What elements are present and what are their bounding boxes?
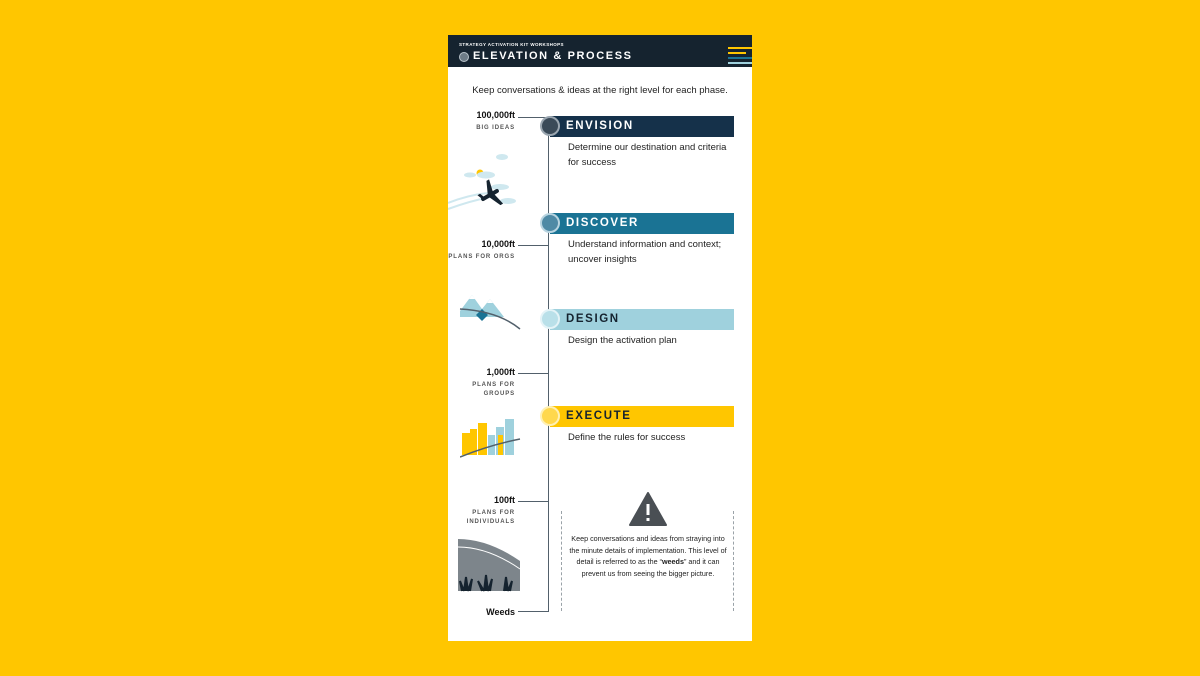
altitude-value: 100ft xyxy=(493,495,515,505)
altitude-value: Weeds xyxy=(486,607,515,617)
weeds-emphasis: weeds xyxy=(661,557,684,566)
altitude-label: BIG IDEAS xyxy=(476,125,515,131)
altitude-value: 1,000ft xyxy=(486,367,515,377)
design-compass-icon xyxy=(540,309,560,329)
phase-title: DISCOVER xyxy=(566,217,639,229)
infographic-card xyxy=(448,35,752,641)
page-title: ELEVATION & PROCESS xyxy=(473,50,633,62)
timeline-line xyxy=(548,130,549,612)
altitude-tick xyxy=(518,611,548,612)
altitude-label: PLANS FOR ORGS xyxy=(448,254,515,260)
phase-title: EXECUTE xyxy=(566,410,632,422)
altitude-tick xyxy=(518,373,548,374)
altitude-value: 100,000ft xyxy=(476,110,515,120)
envision-compass-icon xyxy=(540,116,560,136)
compass-logo-icon xyxy=(459,52,469,62)
phase-description: Design the activation plan xyxy=(568,335,677,346)
execute-compass-icon xyxy=(540,406,560,426)
airplane-clouds-illustration xyxy=(448,151,518,223)
phase-title: DESIGN xyxy=(566,313,620,325)
header-bar xyxy=(448,35,752,67)
phase-bar-envision xyxy=(550,116,734,137)
phase-description: Determine our destination and criteria for success xyxy=(568,142,727,168)
phase-bar-design xyxy=(550,309,734,330)
warning-text: Keep conversations and ideas from straying into the minute details of implementation. This level of detail is referred to as the “weeds” and it can prevent us from seeing the bigger picture. xyxy=(569,534,727,578)
discover-compass-icon xyxy=(540,213,560,233)
phase-description: Understand information and context; uncover insights xyxy=(568,239,722,265)
phase-bar-execute xyxy=(550,406,734,427)
altitude-label: PLANS FOR INDIVIDUALS xyxy=(466,510,515,525)
header-kicker: STRATEGY ACTIVATION KIT WORKSHOPS xyxy=(459,42,564,47)
phase-title: ENVISION xyxy=(566,120,634,132)
warning-triangle-icon xyxy=(628,491,668,527)
mountains-illustration xyxy=(458,289,524,331)
intro-text: Keep conversations & ideas at the right level for each phase. xyxy=(472,85,728,96)
altitude-tick xyxy=(518,501,548,502)
menu-lines-icon[interactable] xyxy=(728,47,752,65)
altitude-value: 10,000ft xyxy=(481,239,515,249)
phase-description: Define the rules for success xyxy=(568,432,686,443)
phase-bar-discover xyxy=(550,213,734,234)
altitude-label: PLANS FOR GROUPS xyxy=(472,382,515,397)
weeds-road-illustration xyxy=(458,535,524,595)
altitude-tick xyxy=(518,245,548,246)
city-buildings-illustration xyxy=(460,415,522,459)
